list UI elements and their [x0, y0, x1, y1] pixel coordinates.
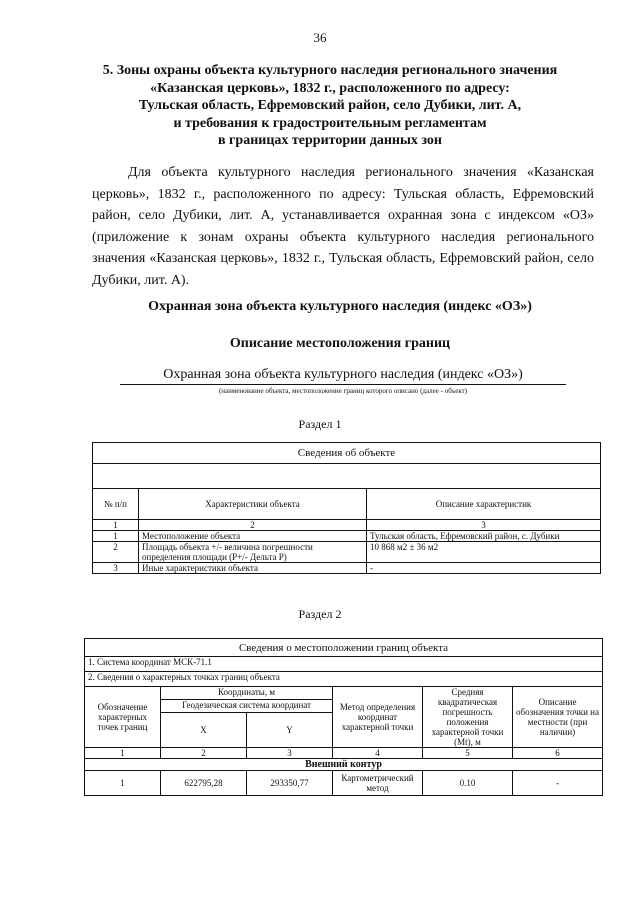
- coordinate-system-line: 1. Система координат МСК-71.1: [85, 657, 603, 672]
- intro-paragraph: Для объекта культурного наследия регионального значения «Казанская церковь», 1832 г., расположенного по адресу: Тульская область, Ефремовский район, село Дубики, лит. А, устанавливается охранная зона с индексом «ОЗ» (приложение к зонам охраны объекта культурного наследия регионального значения «Казанская церковь», 1832 г., Тульская область, Ефремовский район, село Дубики, лит. А).: [92, 165, 594, 288]
- column-header: Описание обозначения точки на местности (при наличии): [513, 687, 603, 748]
- column-header: № п/п: [93, 489, 139, 520]
- column-number: 3: [247, 748, 333, 759]
- column-number: 1: [93, 520, 139, 531]
- row-number: 2: [93, 542, 139, 563]
- table-row: [93, 563, 601, 574]
- x-coordinate-cell: 622795,28: [161, 771, 247, 796]
- page-number: 36: [313, 30, 327, 45]
- accuracy-cell: 0.10: [423, 771, 513, 796]
- column-number: 2: [139, 520, 367, 531]
- column-number-row: [85, 748, 603, 759]
- boundary-caption: Сведения о местоположении границ объекта: [85, 639, 603, 657]
- outer-contour-row: Внешний контур: [85, 759, 603, 771]
- column-header: X: [161, 713, 247, 748]
- description-cell: Тульская область, Ефремовский район, с. Дубики: [367, 531, 601, 542]
- column-number: 1: [85, 748, 161, 759]
- column-header: Описание характеристик: [367, 489, 601, 520]
- column-header: Координаты, м: [161, 687, 333, 700]
- description-cell: 10 868 м2 ± 36 м2: [367, 542, 601, 563]
- column-header: Обозначение характерных точек границ: [85, 687, 161, 748]
- point-cell: 1: [85, 771, 161, 796]
- section2-label: Раздел 2: [298, 607, 342, 621]
- column-number: 3: [367, 520, 601, 531]
- object-name: Охранная зона объекта культурного наследия (индекс «ОЗ»): [120, 367, 566, 385]
- description-heading: Описание местоположения границ: [229, 336, 451, 351]
- section-title: [70, 62, 590, 150]
- point-description-cell: -: [513, 771, 603, 796]
- row-number: 3: [93, 563, 139, 574]
- column-header: Характеристики объекта: [139, 489, 367, 520]
- column-header: Метод определения координат характерной точки: [333, 687, 423, 748]
- table-row: [85, 771, 603, 796]
- description-cell: -: [367, 563, 601, 574]
- object-name-note: (наименование объекта, местоположение границ которого описано (далее - объект): [218, 387, 468, 395]
- column-number-row: [93, 520, 601, 531]
- characteristic-cell: Иные характеристики объекта: [139, 563, 367, 574]
- section-title-line: 5. Зоны охраны объекта культурного наследия регионального значения: [102, 63, 558, 78]
- column-number: 4: [333, 748, 423, 759]
- table-row: [93, 542, 601, 563]
- column-number: 5: [423, 748, 513, 759]
- zone-heading: Охранная зона объекта культурного наследия (индекс «ОЗ»): [148, 299, 532, 314]
- column-header: Геодезическая система координат: [161, 700, 333, 713]
- section-title-line: и требования к градостроительным регламентам: [173, 115, 487, 131]
- section-title-line: Тульская область, Ефремовский район, село Дубики, лит. А,: [138, 98, 522, 113]
- row-number: 1: [93, 531, 139, 542]
- table-header-row: [93, 489, 601, 520]
- characteristic-cell: Местоположение объекта: [139, 531, 367, 542]
- section1-label: Раздел 1: [298, 417, 342, 431]
- object-info-table: [92, 442, 601, 574]
- empty-row: [93, 464, 601, 489]
- column-number: 2: [161, 748, 247, 759]
- table-header-row: [85, 687, 603, 700]
- method-cell: Картометрический метод: [333, 771, 423, 796]
- y-coordinate-cell: 293350,77: [247, 771, 333, 796]
- characteristic-cell: Площадь объекта +/- величина погрешности определения площади (Р+/- Дельта Р): [139, 542, 367, 563]
- section-title-line: «Казанская церковь», 1832 г., расположенного по адресу:: [150, 80, 510, 96]
- points-info-line: 2. Сведения о характерных точках границ объекта: [85, 672, 603, 687]
- column-header: Y: [247, 713, 333, 748]
- column-number: 6: [513, 748, 603, 759]
- boundary-table: [84, 638, 603, 796]
- column-header: Средняя квадратическая погрешность положения характерной точки (Mt), м: [423, 687, 513, 748]
- section-title-line: в границах территории данных зон: [218, 133, 442, 148]
- table-row: [93, 531, 601, 542]
- object-info-caption: Сведения об объекте: [93, 443, 601, 464]
